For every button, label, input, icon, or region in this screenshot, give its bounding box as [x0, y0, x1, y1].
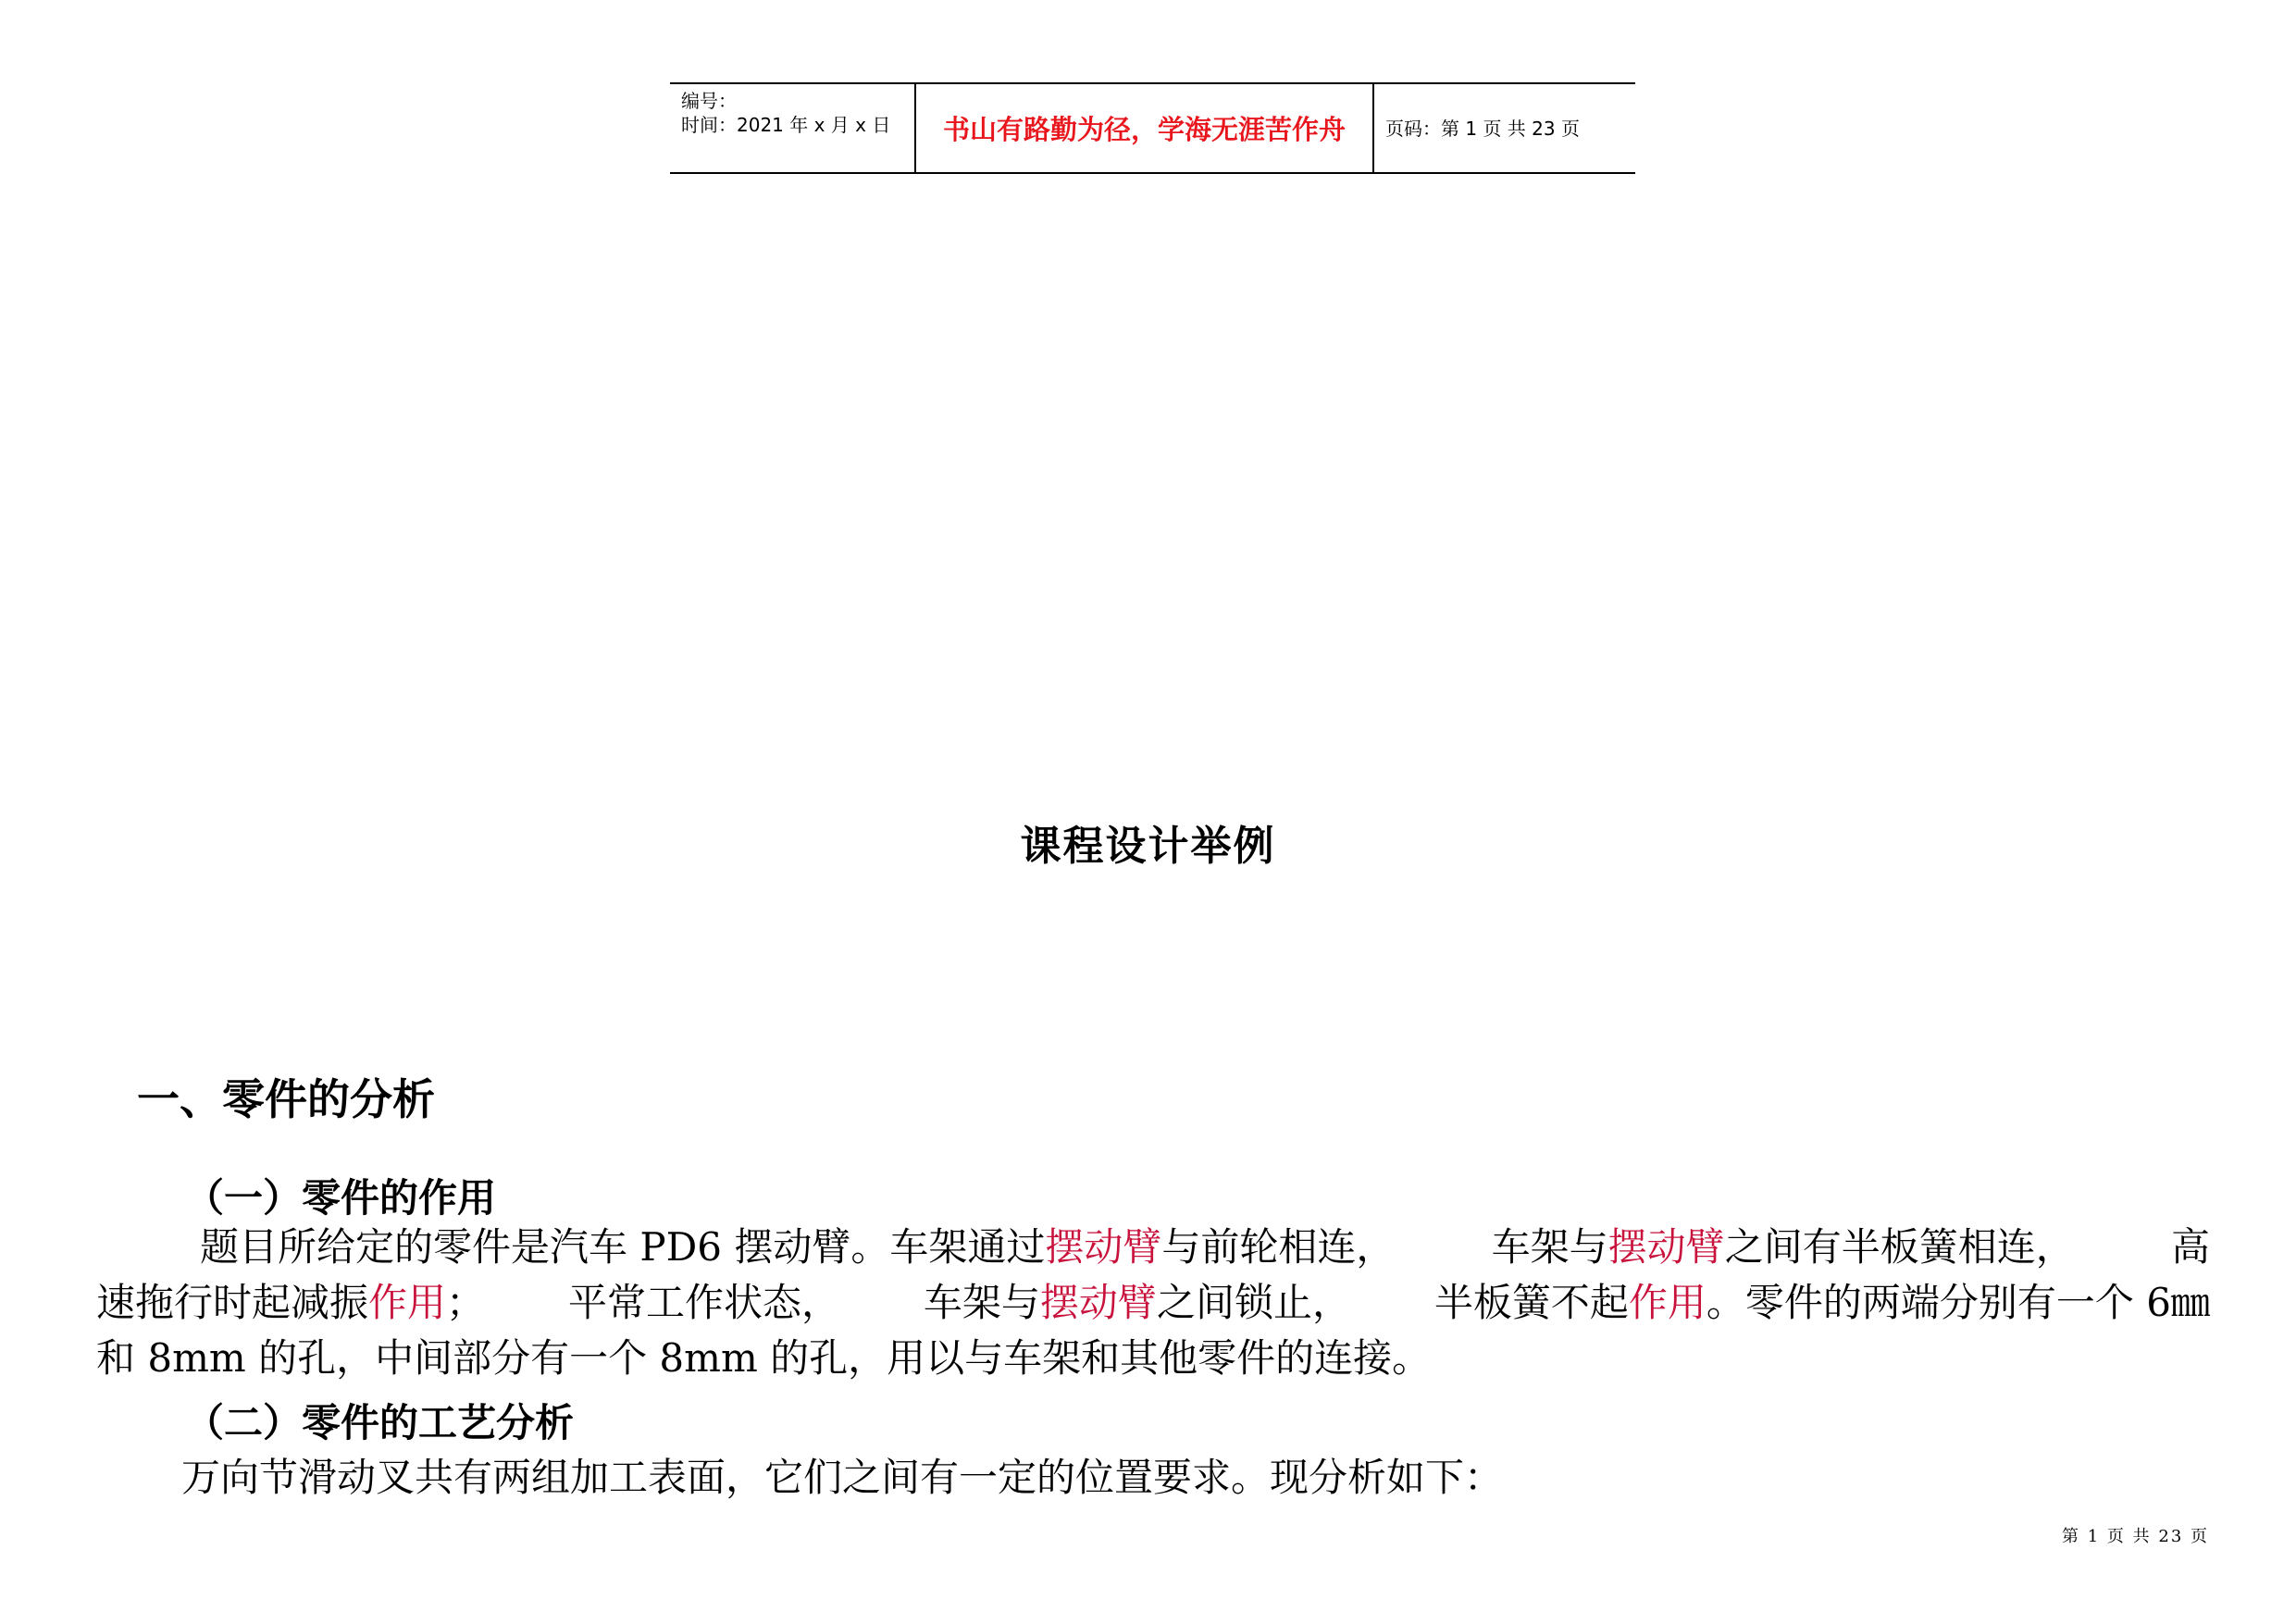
text-run — [96, 1220, 1395, 1275]
section-heading: 一、零件的分析 — [137, 1074, 435, 1124]
text-run: 速拖行时起减振 — [96, 1280, 369, 1325]
text-run: 题目所给定的零件是汽车 PD6 摆动臂。车架通过 — [200, 1224, 1046, 1270]
header-motto-cell — [916, 84, 1374, 172]
subsection-heading-role: （一）零件的作用 — [185, 1175, 497, 1221]
header-meta-cell — [670, 84, 916, 172]
text-run: 车架与 — [1491, 1224, 1608, 1270]
header-page-cell — [1374, 84, 1635, 172]
paragraph-line-3 — [96, 1331, 2210, 1386]
text-run — [96, 1275, 485, 1331]
highlight-run: 摆动臂 — [1045, 1224, 1162, 1270]
text-run — [924, 1275, 1351, 1331]
highlight-run: 作用 — [1628, 1280, 1706, 1325]
text-run: 半板簧不起 — [1433, 1280, 1629, 1325]
subsection-heading-process: （二）零件的工艺分析 — [185, 1400, 575, 1445]
text-run — [1492, 1220, 2075, 1275]
highlight-run: 摆动臂 — [1039, 1280, 1157, 1325]
text-run: ； — [446, 1280, 486, 1325]
serial-label: 编号： — [681, 90, 737, 112]
header-table — [670, 82, 1635, 174]
text-run: 车架与 — [923, 1280, 1040, 1325]
text-run: 高 — [2170, 1224, 2210, 1270]
text-run: 。零件的两端分别有一个 6㎜ — [1706, 1280, 2210, 1325]
text-run: 与前轮相连， — [1161, 1224, 1396, 1270]
paragraph-line-1 — [96, 1220, 2210, 1275]
role-paragraph — [96, 1220, 2210, 1386]
process-paragraph: 万向节滑动叉共有两组加工表面，它们之间有一定的位置要求。现分析如下： — [181, 1455, 1504, 1500]
text-run: 平常工作状态， — [567, 1280, 840, 1325]
text-run: 之间锁止， — [1156, 1280, 1351, 1325]
footer-page-number: 第 1 页 共 23 页 — [2062, 1527, 2209, 1546]
text-run: 和 8mm 的孔，中间部分有一个 8mm 的孔，用以与车架和其他零件的连接。 — [96, 1335, 1432, 1381]
highlight-run: 作用 — [368, 1280, 447, 1325]
date-label: 时间：2021 年 x 月 x 日 — [681, 114, 891, 136]
paragraph-line-2 — [96, 1275, 2210, 1331]
text-run — [1434, 1275, 2210, 1331]
document-title: 课程设计举例 — [1020, 823, 1276, 870]
header-motto: 书山有路勤为径，学海无涯苦作舟 — [942, 114, 1346, 145]
header-page-info: 页码：第 1 页 共 23 页 — [1385, 117, 1580, 140]
text-run: 之间有半板簧相连， — [1724, 1224, 2075, 1270]
highlight-run: 摆动臂 — [1607, 1224, 1725, 1270]
